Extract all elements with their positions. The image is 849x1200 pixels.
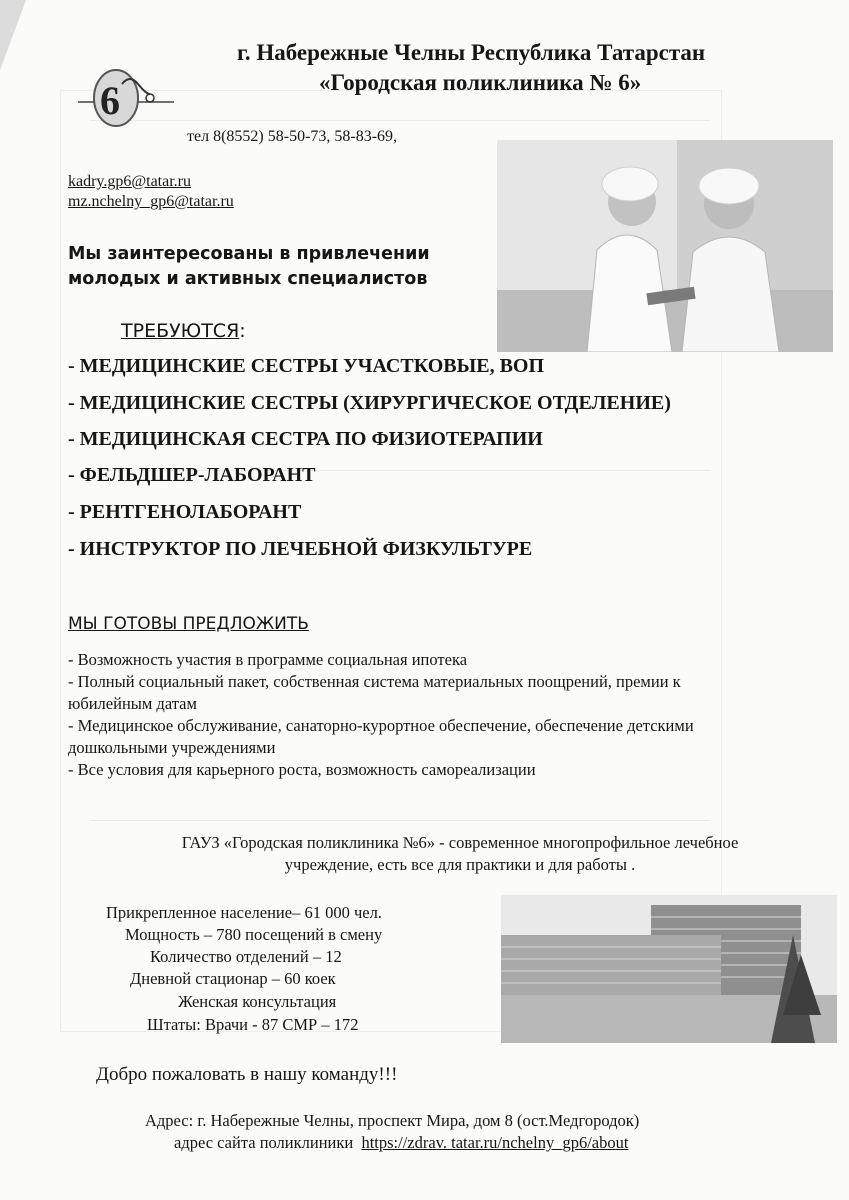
intro-line-2: молодых и активных специалистов bbox=[68, 269, 428, 289]
required-heading-colon: : bbox=[239, 320, 246, 342]
phone-numbers: тел 8(8552) 58-50-73, 58-83-69, bbox=[187, 128, 398, 145]
svg-text:6: 6 bbox=[100, 78, 120, 123]
nurses-photo bbox=[497, 140, 833, 352]
stat-womens-clinic: Женская консультация bbox=[178, 992, 337, 1011]
folded-corner bbox=[0, 0, 26, 70]
title-clinic: «Городская поликлиника № 6» bbox=[319, 70, 642, 95]
job-item: - РЕНТГЕНОЛАБОРАНТ bbox=[68, 501, 302, 523]
stat-departments: Количество отделений – 12 bbox=[150, 947, 342, 966]
stat-staff: Штаты: Врачи - 87 СМР – 172 bbox=[147, 1015, 359, 1034]
required-heading-text: ТРЕБУЮТСЯ bbox=[121, 320, 240, 342]
required-heading bbox=[121, 320, 246, 342]
website-label: адрес сайта поликлиники bbox=[174, 1133, 354, 1152]
offer-heading: МЫ ГОТОВЫ ПРЕДЛОЖИТЬ bbox=[68, 614, 309, 634]
polyclinic-6-logo bbox=[76, 62, 176, 130]
clinic-building-photo bbox=[501, 895, 837, 1043]
offer-item: - Возможность участия в программе социальная ипотека bbox=[68, 650, 468, 669]
website-line bbox=[174, 1133, 628, 1153]
job-item: - МЕДИЦИНСКИЕ СЕСТРЫ (ХИРУРГИЧЕСКОЕ ОТДЕЛЕНИЕ) bbox=[68, 392, 671, 414]
intro-line-1: Мы заинтересованы в привлечении bbox=[68, 244, 430, 264]
welcome-text: Добро пожаловать в нашу команду!!! bbox=[96, 1064, 398, 1085]
offer-item: - Все условия для карьерного роста, возможность самореализации bbox=[68, 760, 536, 779]
job-item: - МЕДИЦИНСКАЯ СЕСТРА ПО ФИЗИОТЕРАПИИ bbox=[68, 428, 543, 450]
stat-capacity: Мощность – 780 посещений в смену bbox=[125, 925, 383, 944]
email-link-mz[interactable]: mz.nchelny_gp6@tatar.ru bbox=[68, 193, 234, 210]
bleed-through-line bbox=[90, 120, 710, 121]
stat-day-hospital: Дневной стационар – 60 коек bbox=[130, 969, 336, 988]
stat-population: Прикрепленное население– 61 000 чел. bbox=[106, 903, 382, 922]
job-item: - ФЕЛЬДШЕР-ЛАБОРАНТ bbox=[68, 464, 316, 486]
offer-list bbox=[68, 649, 768, 781]
bleed-through-line bbox=[90, 820, 710, 821]
title-city: г. Набережные Челны Республика Татарстан bbox=[237, 40, 706, 65]
email-link-kadry[interactable]: kadry.gp6@tatar.ru bbox=[68, 173, 191, 190]
offer-item: - Полный социальный пакет, собственная система материальных поощрений, премии к юбилейным датам bbox=[68, 672, 681, 713]
about-line-2: учреждение, есть все для практики и для работы . bbox=[284, 855, 636, 874]
job-item: - ИНСТРУКТОР ПО ЛЕЧЕБНОЙ ФИЗКУЛЬТУРЕ bbox=[68, 538, 533, 560]
job-item: - МЕДИЦИНСКИЕ СЕСТРЫ УЧАСТКОВЫЕ, ВОП bbox=[68, 355, 545, 377]
address-line: Адрес: г. Набережные Челны, проспект Мира, дом 8 (ост.Медгородок) bbox=[145, 1111, 640, 1130]
offer-item: - Медицинское обслуживание, санаторно-курортное обеспечение, обеспечение детскими дошкольными учреждениями bbox=[68, 716, 694, 757]
about-line-1: ГАУЗ «Городская поликлиника №6» - современное многопрофильное лечебное bbox=[181, 833, 739, 852]
website-link[interactable]: https://zdrav. tatar.ru/nchelny_gp6/about bbox=[361, 1133, 629, 1152]
